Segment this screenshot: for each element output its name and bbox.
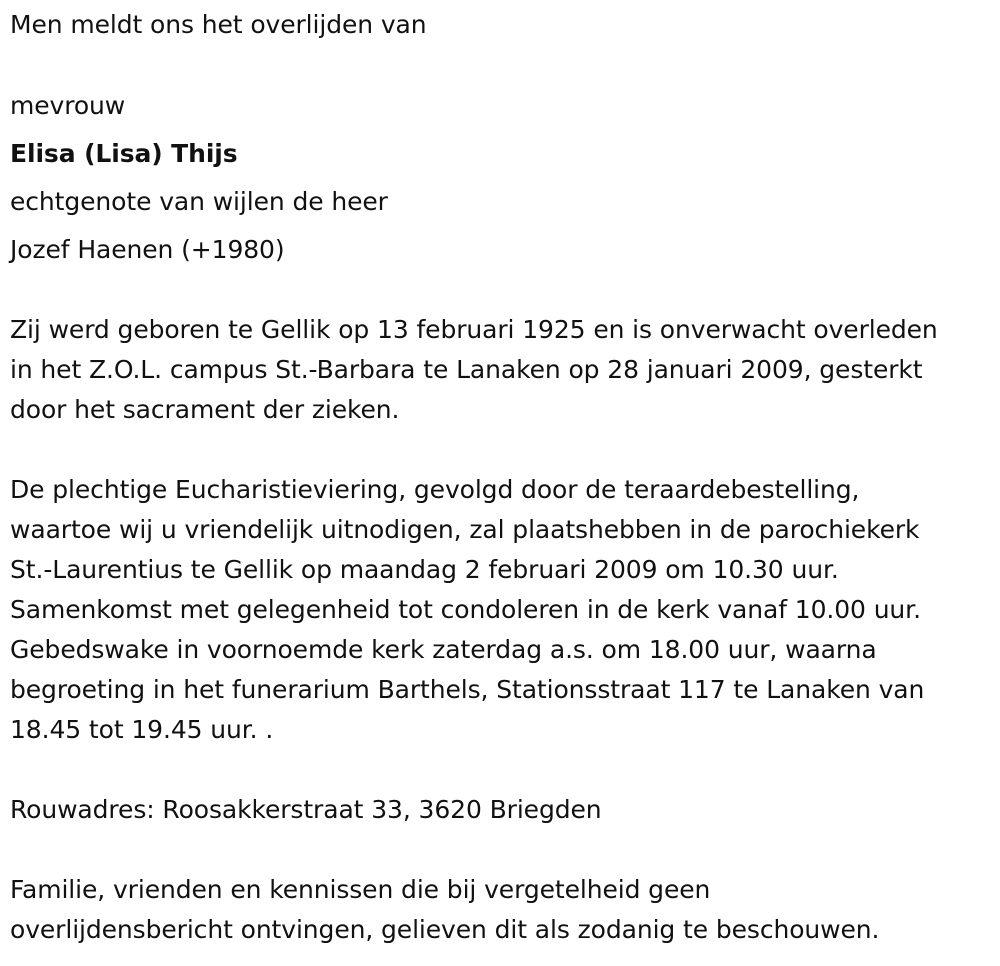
paragraph-line: Gebedswake in voornoemde kerk zaterdag a.s. om 18.00 uur, waarna (10, 635, 877, 664)
notice-intro: Men meldt ons het overlijden van (10, 10, 427, 39)
paragraph-line: door het sacrament der zieken. (10, 395, 400, 424)
spouse-line-2: Jozef Haenen (+1980) (10, 235, 285, 264)
spouse-line-1: echtgenote van wijlen de heer (10, 187, 388, 216)
paragraph-line: overlijdensbericht ontvingen, gelieven dit als zodanig te beschouwen. (10, 915, 880, 944)
birth-death-paragraph (10, 310, 938, 430)
paragraph-line: waartoe wij u vriendelijk uitnodigen, zal plaatshebben in de parochiekerk (10, 515, 920, 544)
paragraph-line: begroeting in het funerarium Barthels, Stationsstraat 117 te Lanaken van (10, 675, 925, 704)
paragraph-line: St.-Laurentius te Gellik op maandag 2 februari 2009 om 10.30 uur. (10, 555, 839, 584)
paragraph-line: De plechtige Eucharistieviering, gevolgd door de teraardebestelling, (10, 475, 860, 504)
deceased-name: Elisa (Lisa) Thijs (10, 139, 238, 168)
paragraph-line: in het Z.O.L. campus St.-Barbara te Lanaken op 28 januari 2009, gesterkt (10, 355, 923, 384)
closing-paragraph (10, 870, 879, 950)
paragraph-line: Familie, vrienden en kennissen die bij vergetelheid geen (10, 875, 711, 904)
address-paragraph (10, 790, 602, 830)
paragraph-line: Samenkomst met gelegenheid tot condoleren in de kerk vanaf 10.00 uur. (10, 595, 921, 624)
paragraph-line: 18.45 tot 19.45 uur. . (10, 715, 274, 744)
paragraph-line: Zij werd geboren te Gellik op 13 februari 1925 en is onverwacht overleden (10, 315, 938, 344)
mourning-address: Rouwadres: Roosakkerstraat 33, 3620 Briegden (10, 795, 602, 824)
notice-title: mevrouw (10, 91, 126, 120)
ceremony-paragraph (10, 470, 924, 750)
